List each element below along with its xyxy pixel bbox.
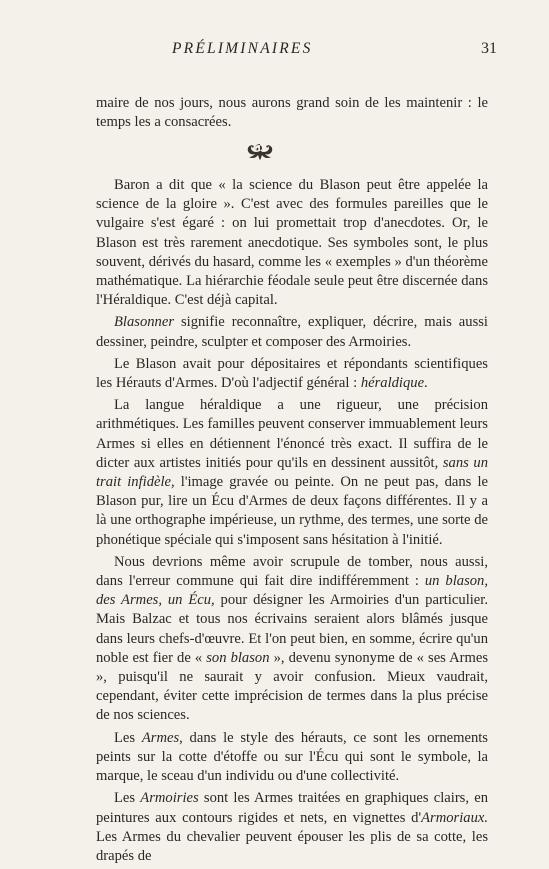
fleuron-ornament-icon [245, 142, 275, 162]
continuation-paragraph [96, 94, 488, 133]
paragraph-6 [96, 729, 488, 787]
paragraph-2-em: Blasonner [114, 314, 174, 331]
main-text [96, 176, 488, 869]
paragraph-3-em: héraldique [360, 375, 425, 392]
paragraph-7 [96, 789, 488, 866]
paragraph-5-text-c: », devenu synonyme de « ses Armes », puisqu'il ne saurait y avoir confusion. Mieux vaudrait, cependant, éviter cette imprécision de termes dans la plus précise de nos sciences. [96, 649, 489, 724]
paragraph-4-text-b: l'image gravée ou peinte. On ne peut pas, dans le Blason pur, lire un Écu d'Armes de deux façons différentes. Il y a là une orthographe impérieuse, un rythme, des termes, une sorte de phonétique spéciale qui s'imposent sans hésitation à l'initié. [96, 474, 488, 548]
paragraph-5-em-b: son blason [206, 649, 270, 666]
running-header [96, 40, 509, 60]
paragraph-5-text-b: pour désigner les Armoiries d'un particulier. Mais Balzac et tous nos écrivains seraient alors blâmés jusque dans leurs chefs-d'œuvre. Et l'on peut bien, en somme, écrire qu'un noble est fier de « [96, 592, 488, 666]
paragraph-7-em-b: Armoriaux. [421, 809, 488, 826]
paragraph-6-em: Armes, [141, 729, 183, 746]
chapter-title: PRÉLIMINAIRES [172, 40, 313, 57]
paragraph-7-text-b: sont les Armes traitées en graphiques clairs, en peintures aux contours rigides et nets, en vignettes d' [96, 790, 488, 826]
paragraph-2 [96, 313, 488, 351]
page-number: 31 [481, 40, 497, 57]
continuation-text: maire de nos jours, nous aurons grand soin de les maintenir : le temps les a consacrées. [96, 95, 488, 131]
paragraph-1: Baron a dit que « la science du Blason peut être appelée la science de la gloire ». C'est avec des formules pareilles que le vulgaire s'est égaré : on lui promettait trop d'anecdotes. Or, le Blason est très rarement anecdotique. Ses symboles sont, le plus souvent, dérivés du hasard, comme les « exemples » d'un théorème mathématique. La hiérarchie féodale seule peut être discernée dans l'Héraldique. C'est déjà capital. [96, 177, 488, 309]
paragraph-3-end: . [424, 375, 428, 392]
paragraph-7-text-c: Les Armes du chevalier peuvent épouser les plis de sa cotte, les drapés de [96, 828, 488, 864]
paragraph-6-text-b: dans le style des hérauts, ce sont les ornements peints sur la cotte d'étoffe ou sur l'Écu qui sont le symbole, la marque, le sceau d'un individu ou d'une collectivité. [96, 729, 488, 785]
paragraph-6-text-a: Les [114, 729, 142, 746]
paragraph-4-em: sans un trait infidèle, [96, 454, 488, 491]
paragraph-7-text-a: Les [114, 790, 141, 807]
paragraph-2-text: signifie reconnaître, expliquer, décrire, mais aussi dessiner, peindre, sculpter et composer des Armoiries. [96, 314, 488, 350]
paragraph-4-text-a: La langue héraldique a une rigueur, une précision arithmétiques. Les familles peuvent conserver immuablement leurs Armes si elles en détiennent l'énoncé très exact. Il suffira de le dicter aux artistes initiés pour qu'ils en dessinent aussitôt, [96, 397, 488, 471]
paragraph-5 [96, 553, 488, 726]
paragraph-4 [96, 396, 488, 550]
paragraph-5-text-a: Nous devrions même avoir scrupule de tomber, nous aussi, dans l'erreur commune qui fait dire indifféremment : [96, 553, 488, 590]
paragraph-3 [96, 355, 488, 393]
paragraph-5-em-a: un blason, des Armes, un Écu, [96, 573, 488, 609]
paragraph-3-text: Le Blason avait pour dépositaires et répondants scientifiques les Hérauts d'Armes. D'où l'adjectif général : [96, 355, 488, 392]
paragraph-7-em-a: Armoiries [140, 790, 199, 807]
